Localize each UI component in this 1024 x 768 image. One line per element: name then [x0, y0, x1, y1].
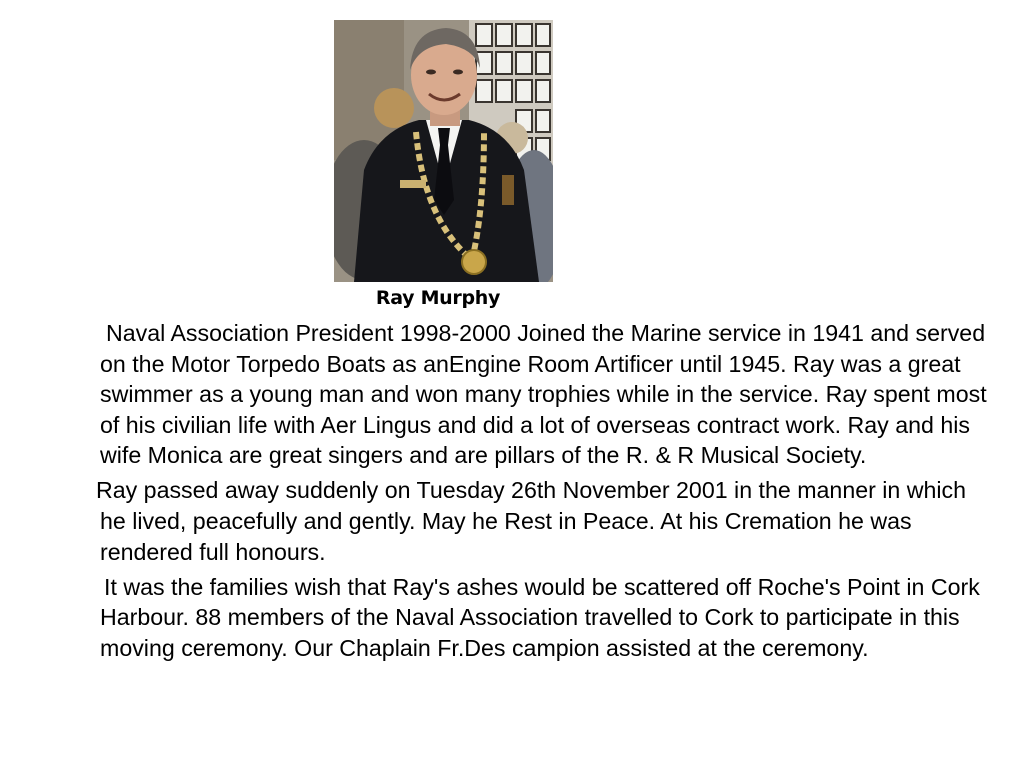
biography-paragraph: It was the families wish that Ray's ashes would be scattered off Roche's Point in Cork Harbour. 88 members of the Naval Association travelled to Cork to participate in this moving ceremony. Our Chaplain Fr.Des campion assisted at the ceremony.: [100, 573, 987, 661]
photo-caption: Ray Murphy: [375, 287, 501, 309]
biography-paragraph: Ray passed away suddenly on Tuesday 26th November 2001 in the manner in which he lived, peacefully and gently. May he Rest in Peace. At his Cremation he was rendered full honours.: [96, 477, 973, 565]
portrait-photo: [334, 20, 553, 282]
portrait-illustration: [334, 20, 553, 282]
biography-paragraph: Naval Association President 1998-2000 Joined the Marine service in 1941 and served on the Motor Torpedo Boats as anEngine Room Artificer until 1945. Ray was a great swimmer as a young man and won many trophies while in the service. Ray spent most of his civilian life with Aer Lingus and did a lot of overseas contract work. Ray and his wife Monica are great singers and are pillars of the R. & R Musical Society.: [100, 320, 994, 469]
biography-text: [96, 318, 994, 668]
